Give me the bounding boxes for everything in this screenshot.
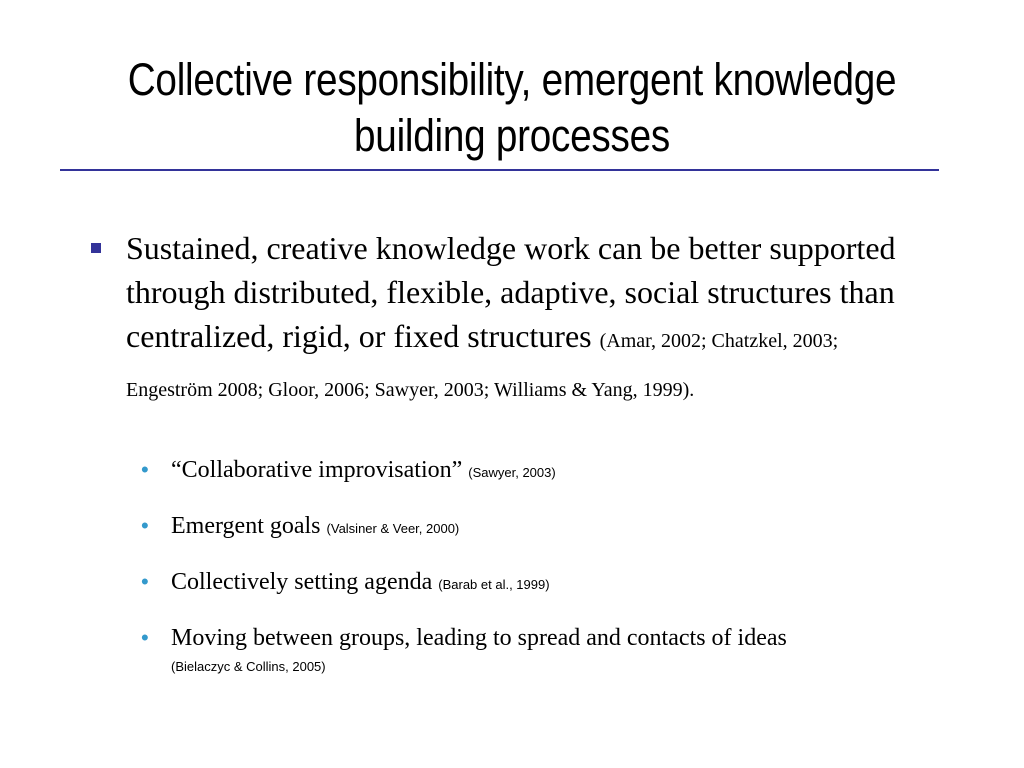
sub-bullet-text: Collectively setting agenda bbox=[171, 569, 433, 595]
title-line-1: Collective responsibility, emergent knowledge bbox=[127, 54, 897, 105]
sub-bullet-list bbox=[141, 455, 941, 704]
dot-bullet-icon: • bbox=[141, 569, 149, 594]
sub-bullet-item bbox=[141, 455, 941, 488]
sub-bullet-citation: (Sawyer, 2003) bbox=[468, 465, 556, 480]
sub-bullet-text: “Collaborative improvisation” bbox=[171, 457, 463, 483]
main-bullet-text bbox=[126, 226, 926, 412]
sub-bullet-citation: (Valsiner & Veer, 2000) bbox=[326, 521, 460, 536]
sub-bullet-citation: (Barab et al., 1999) bbox=[438, 577, 550, 592]
sub-bullet-citation: (Bielaczyc & Collins, 2005) bbox=[171, 659, 326, 674]
dot-bullet-icon: • bbox=[141, 625, 149, 650]
title-line-2: building processes bbox=[354, 110, 670, 161]
main-bullet-body: Sustained, creative knowledge work can be better supported through distributed, flexible, adaptive, social structures than centralized, rigid, or fixed structures bbox=[126, 230, 896, 354]
title-divider bbox=[60, 169, 939, 171]
dot-bullet-icon: • bbox=[141, 457, 149, 482]
sub-bullet-text: Moving between groups, leading to spread and contacts of ideas bbox=[171, 625, 787, 651]
slide-title bbox=[123, 52, 900, 164]
sub-bullet-item bbox=[141, 623, 941, 681]
square-bullet-icon bbox=[91, 243, 101, 253]
sub-bullet-item bbox=[141, 511, 941, 544]
main-bullet-citation: (Amar, 2002; Chatzkel, 2003; Engeström 2008; Gloor, 2006; Sawyer, 2003; Williams & Yang, 1999). bbox=[126, 330, 839, 401]
sub-bullet-text: Emergent goals bbox=[171, 513, 321, 539]
sub-bullet-item bbox=[141, 567, 941, 600]
dot-bullet-icon: • bbox=[141, 513, 149, 538]
